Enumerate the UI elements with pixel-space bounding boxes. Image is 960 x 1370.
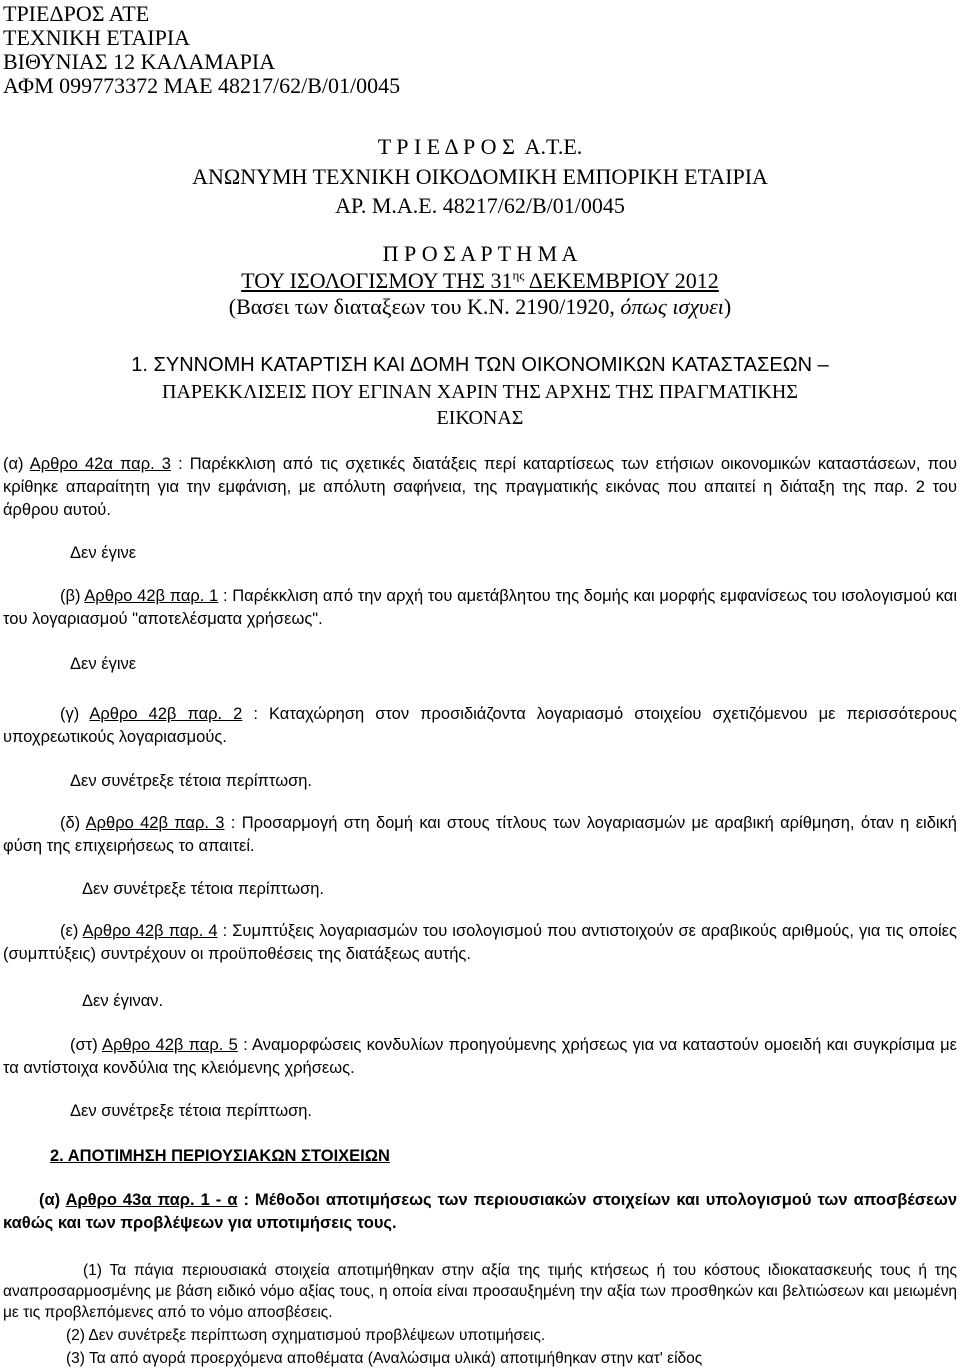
company-description: ΑΝΩΝΥΜΗ ΤΕΧΝΙΚΗ ΟΙΚΟΔΟΜΙΚΗ ΕΜΠΟΡΙΚΗ ΕΤΑΙΡΙΑ	[192, 164, 768, 189]
item-c-paragraph: (γ) Αρθρο 42β παρ. 2 : Καταχώρηση στον προσιδιάζοντα λογαριασμό στοιχείου σχετιζόμενου με περισσότερους υποχρεωτικούς λογαριασμούς.	[3, 705, 957, 746]
letterhead-line-3: ΒΙΘΥΝΙΑΣ 12 ΚΑΛΑΜΑΡΙΑ	[3, 49, 276, 74]
item-b-paragraph: (β) Αρθρο 42β παρ. 1 : Παρέκκλιση από την αρχή του αμετάβλητου της δομής και μορφής εμφανίσεως του ισολογισμού και του λογαριασμού "αποτελέσματα χρήσεως".	[3, 587, 957, 628]
item-f-paragraph: (στ) Αρθρο 42β παρ. 5 : Αναμορφώσεις κονδυλίων προηγούμενης χρήσεως για να καταστούν ομοειδή και συγκρίσιμα με τα αντίστοιχα κονδύλια της κλειόμενης χρήσεως.	[3, 1036, 957, 1077]
item-f-answer: Δεν συνέτρεξε τέτοια περίπτωση.	[70, 1102, 313, 1120]
company-name: Τ Ρ Ι Ε Δ Ρ Ο Σ Α.Τ.Ε.	[377, 134, 583, 159]
section-2-paragraph-3: (3) Τα από αγορά προερχόμενα αποθέματα (Αναλώσιμα υλικά) αποτιμήθηκαν στην κατ' είδος	[66, 1350, 703, 1367]
item-c-answer: Δεν συνέτρεξε τέτοια περίπτωση.	[70, 772, 313, 790]
item-b-answer: Δεν έγινε	[70, 655, 137, 673]
law-reference: (Βασει των διαταξεων του Κ.Ν. 2190/1920, όπως ισχυει)	[228, 294, 732, 319]
company-registration: ΑΡ. Μ.Α.Ε. 48217/62/Β/01/0045	[335, 193, 625, 218]
item-e-paragraph: (ε) Αρθρο 42β παρ. 4 : Συμπτύξεις λογαριασμών του ισολογισμού που αντιστοιχούν σε αραβικούς αριθμούς, για τις οποίες (συμπτύξεις) συντρέχουν οι προϋποθέσεις της διατάξεως αυτής.	[3, 922, 957, 963]
item-d-answer: Δεν συνέτρεξε τέτοια περίπτωση.	[82, 880, 325, 898]
section-2-item-a-paragraph: (α) Αρθρο 43α παρ. 1 - α : Μέθοδοι αποτιμήσεως των περιουσιακών στοιχείων και υπολογισμού των αποσβέσεων καθώς και των προβλέψεων για υποτιμήσεις τους.	[3, 1191, 957, 1232]
section-1-heading-line-1: 1. ΣΥΝΝΟΜΗ ΚΑΤΑΡΤΙΣΗ ΚΑΙ ΔΟΜΗ ΤΩΝ ΟΙΚΟΝΟΜΙΚΩΝ ΚΑΤΑΣΤΑΣΕΩΝ –	[131, 354, 829, 376]
letterhead-line-2: ΤΕΧΝΙΚΗ ΕΤΑΙΡΙΑ	[3, 25, 191, 50]
section-1-heading-line-3: ΕΙΚΟΝΑΣ	[436, 407, 524, 429]
section-1-heading-line-2: ΠΑΡΕΚΚΛΙΣΕΙΣ ΠΟΥ ΕΓΙΝΑΝ ΧΑΡΙΝ ΤΗΣ ΑΡΧΗΣ ΤΗΣ ΠΡΑΓΜΑΤΙΚΗΣ	[162, 381, 798, 403]
section-2-heading: 2. ΑΠΟΤΙΜΗΣΗ ΠΕΡΙΟΥΣΙΑΚΩΝ ΣΤΟΙΧΕΙΩΝ	[50, 1147, 390, 1165]
section-2-paragraph-2: (2) Δεν συνέτρεξε περίπτωση σχηματισμού προβλέψεων υποτιμήσεις.	[66, 1327, 546, 1344]
item-d-paragraph: (δ) Αρθρο 42β παρ. 3 : Προσαρμογή στη δομή και στους τίτλους των λογαριασμών με αραβική αρίθμηση, όταν η ειδική φύση της επιχειρήσεως το απαιτεί.	[3, 814, 957, 855]
section-2-paragraph-1: (1) Τα πάγια περιουσιακά στοιχεία αποτιμήθηκαν στην αξία της τιμής κτήσεως ή του κόστους ιδιοκατασκευής τους ή της αναπροσαρμοσμένης με βάση ειδικό νόμο αξίας τους, η οποία είναι προσαυξημένη την αξία των προσθηκών και βελτιώσεων και μειωμένη με τις προβλεπόμενες από το νόμο αποσβέσεις.	[3, 1262, 957, 1321]
appendix-title: Π Ρ Ο Σ Α Ρ Τ Η Μ Α	[382, 241, 578, 266]
item-a-answer: Δεν έγινε	[70, 544, 137, 562]
balance-sheet-date: ΤΟΥ ΙΣΟΛΟΓΙΣΜΟΥ ΤΗΣ $31^{\eta\varsigma}$ ΔΕΚΕΜΒΡΙΟΥ 2012	[241, 267, 719, 293]
letterhead-line-1: ΤΡΙΕΔΡΟΣ ΑΤΕ	[3, 1, 150, 26]
letterhead-line-4: ΑΦΜ 099773372 ΜΑΕ 48217/62/Β/01/0045	[3, 73, 401, 98]
item-a-paragraph: (α) Αρθρο 42α παρ. 3 : Παρέκκλιση από τις σχετικές διατάξεις περί καταρτίσεως των ετήσιων οικονομικών καταστάσεων, που κρίθηκε απαραίτητη για την εμφάνιση, με απόλυτη σαφήνεια, της πραγματικής εικόνας που απαιτεί η διάταξη της παρ. 2 του άρθρου αυτού.	[3, 455, 957, 519]
item-e-answer: Δεν έγιναν.	[82, 992, 164, 1010]
